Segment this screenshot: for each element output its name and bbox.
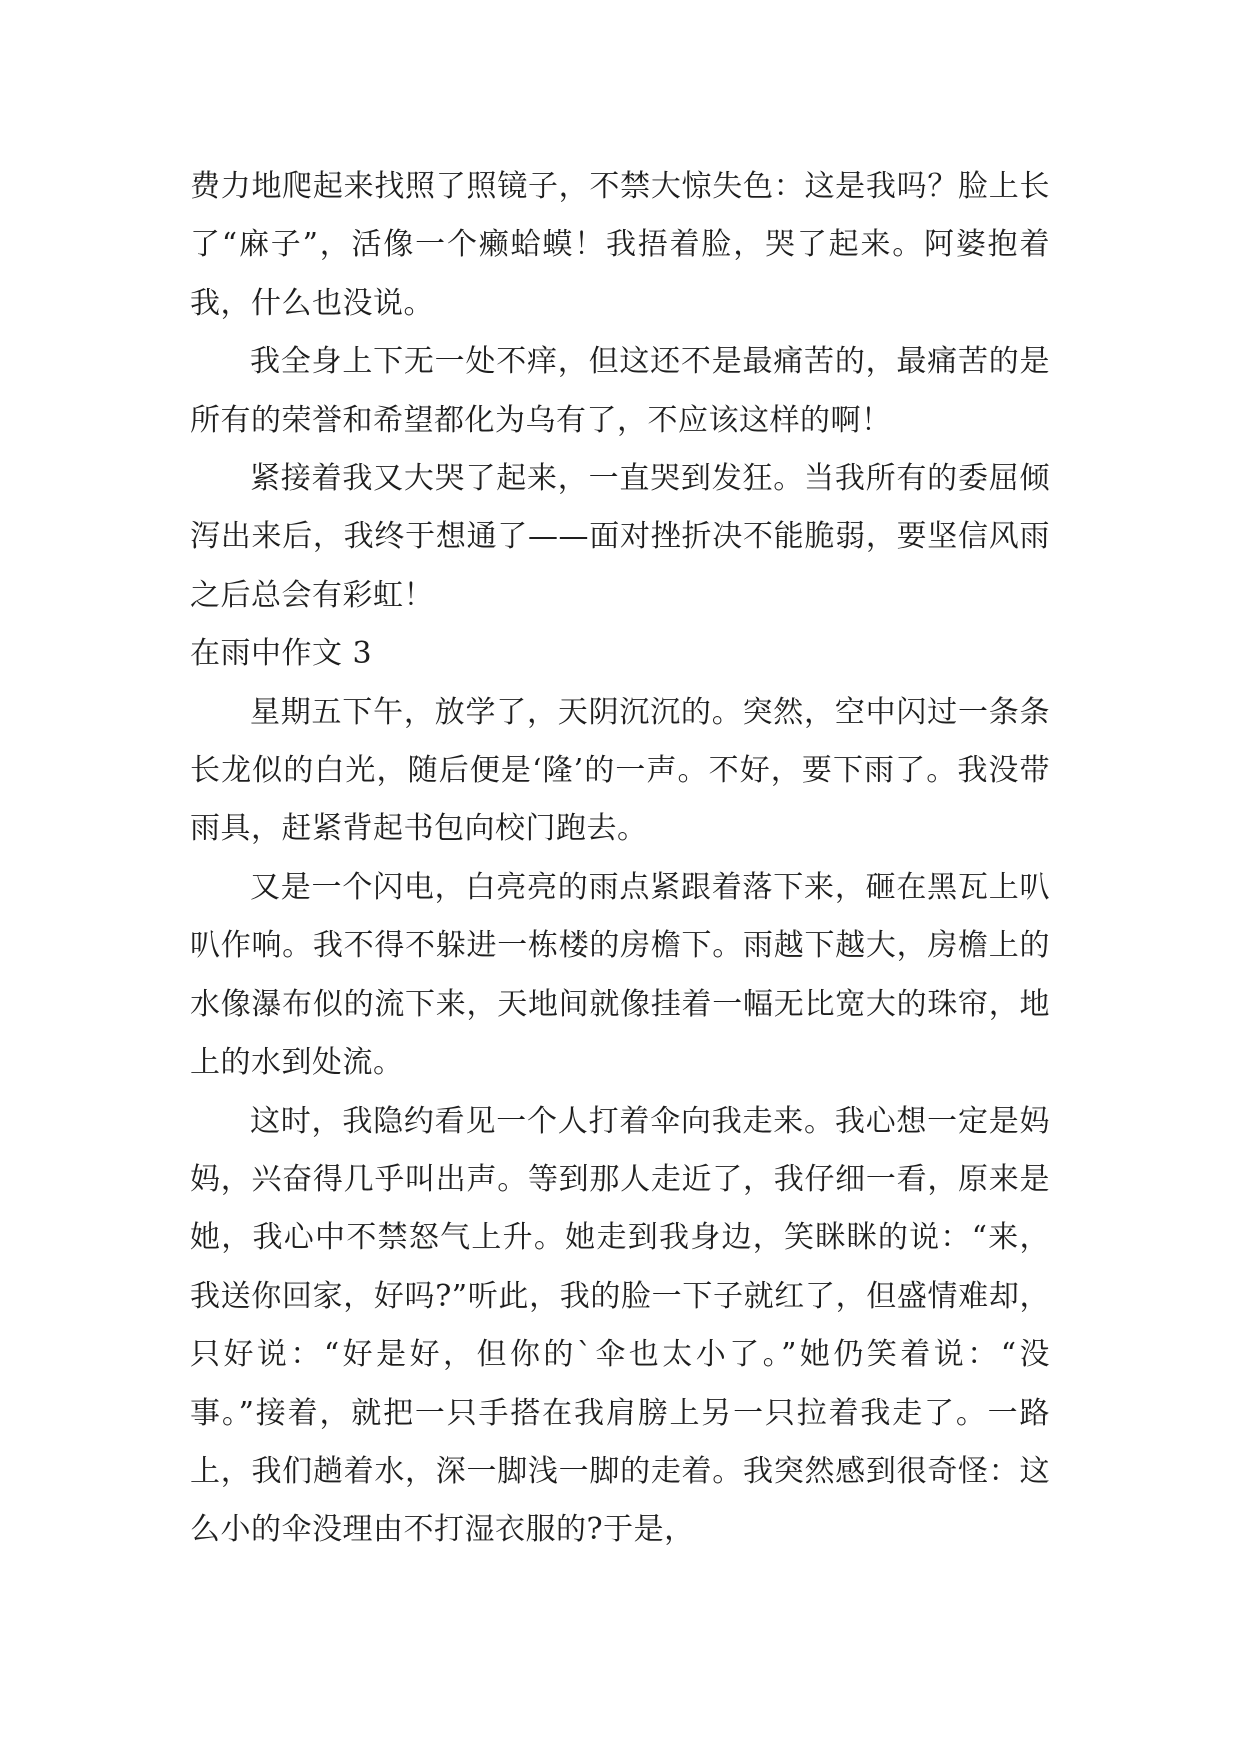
paragraph-6: 这时，我隐约看见一个人打着伞向我走来。我心想一定是妈妈，兴奋得几乎叫出声。等到那人走近了，我仔细一看，原来是她，我心中不禁怒气上升。她走到我身边，笑眯眯的说：“来，我送你回家，好吗?”听此，我的脸一下子就红了，但盛情难却，只好说：“好是好，但你的`伞也太小了。”她仍笑着说：“没事。”接着，就把一只手搭在我肩膀上另一只拉着我走了。一路上，我们趟着水，深一脚浅一脚的走着。我突然感到很奇怪：这么小的伞没理由不打湿衣服的?于是，: [190, 1103, 1050, 1548]
paragraph-5: 又是一个闪电，白亮亮的雨点紧跟着落下来，砸在黑瓦上叭叭作响。我不得不躲进一栋楼的房檐下。雨越下越大，房檐上的水像瀑布似的流下来，天地间就像挂着一幅无比宽大的珠帘，地上的水到处流。: [190, 869, 1050, 1081]
paragraph-2: 我全身上下无一处不痒，但这还不是最痛苦的，最痛苦的是所有的荣誉和希望都化为乌有了，不应该这样的啊！: [190, 344, 1050, 438]
paragraph-3: 紧接着我又大哭了起来，一直哭到发狂。当我所有的委屈倾泻出来后，我终于想通了——面对挫折决不能脆弱，要坚信风雨之后总会有彩虹！: [190, 461, 1050, 613]
paragraph-1: 费力地爬起来找照了照镜子，不禁大惊失色：这是我吗？脸上长了“麻子”，活像一个癞蛤蟆！我捂着脸，哭了起来。阿婆抱着我，什么也没说。: [190, 169, 1050, 321]
section-heading: 在雨中作文 3: [190, 636, 373, 672]
paragraph-4: 星期五下午，放学了，天阴沉沉的。突然，空中闪过一条条长龙似的白光，随后便是‘隆’的一声。不好，要下雨了。我没带雨具，赶紧背起书包向校门跑去。: [190, 694, 1050, 847]
document-page: [190, 158, 1050, 1560]
